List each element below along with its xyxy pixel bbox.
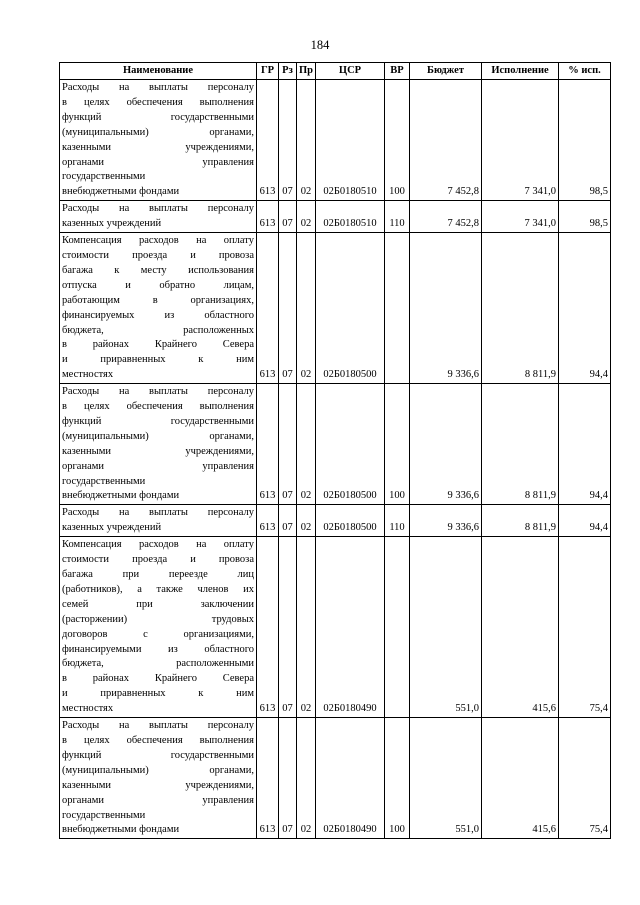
name-line: отпуска и обратно лицам, xyxy=(62,279,254,291)
table-row xyxy=(60,537,611,718)
cell-rz: 07 xyxy=(279,718,297,839)
cell-rz: 07 xyxy=(279,201,297,233)
name-line: в районах Крайнего Севера xyxy=(62,339,254,351)
table-body xyxy=(60,80,611,839)
header-pr: Пр xyxy=(297,63,316,80)
name-line: (муниципальными) органами, xyxy=(62,430,254,442)
name-line: Расходы на выплаты персоналу xyxy=(62,386,254,398)
name-line: стоимости проезда и провоза xyxy=(62,249,254,261)
cell-vr: 100 xyxy=(385,384,410,505)
header-row xyxy=(60,63,611,80)
cell-pct: 75,4 xyxy=(559,537,611,718)
row-name xyxy=(60,718,257,839)
cell-csr: 02Б0180510 xyxy=(316,80,385,201)
cell-budget: 7 452,8 xyxy=(410,80,482,201)
cell-pct: 75,4 xyxy=(559,718,611,839)
name-line: казенными учреждениями, xyxy=(62,445,254,457)
name-line: Расходы на выплаты персоналу xyxy=(62,82,254,93)
row-name xyxy=(60,201,257,233)
cell-rz: 07 xyxy=(279,505,297,537)
name-line: Расходы на выплаты персоналу xyxy=(62,203,254,215)
cell-vr: 110 xyxy=(385,505,410,537)
name-line: стоимости проезда и провоза xyxy=(62,554,254,566)
cell-gr: 613 xyxy=(257,80,279,201)
name-line: (работников), а также членов их xyxy=(62,583,254,595)
name-line: в районах Крайнего Севера xyxy=(62,673,254,685)
name-line: багажа при переезде лиц xyxy=(62,569,254,580)
cell-budget: 9 336,6 xyxy=(410,233,482,384)
name-line: (муниципальными) органами, xyxy=(62,126,254,138)
name-line: финансируемыми из областного xyxy=(62,643,254,655)
name-line: государственными xyxy=(62,171,146,183)
cell-pct: 98,5 xyxy=(559,80,611,201)
cell-gr: 613 xyxy=(257,233,279,384)
cell-execution: 7 341,0 xyxy=(482,201,559,233)
row-name xyxy=(60,505,257,537)
name-line: бюджета, расположенных xyxy=(62,324,254,336)
row-name xyxy=(60,537,257,718)
cell-pct: 94,4 xyxy=(559,505,611,537)
cell-vr xyxy=(385,233,410,384)
name-line: функций государственными xyxy=(62,111,254,123)
name-line: договоров с организациями, xyxy=(62,628,254,640)
cell-vr: 100 xyxy=(385,718,410,839)
name-line: бюджета, расположенными xyxy=(62,658,254,670)
row-name xyxy=(60,384,257,505)
name-line: Расходы на выплаты персоналу xyxy=(62,507,254,519)
cell-budget: 7 452,8 xyxy=(410,201,482,233)
cell-csr: 02Б0180490 xyxy=(316,537,385,718)
name-line: казенных учреждений xyxy=(62,218,162,230)
header-gr: ГР xyxy=(257,63,279,80)
cell-execution: 8 811,9 xyxy=(482,384,559,505)
name-line: и приравненных к ним xyxy=(62,354,254,366)
cell-pr: 02 xyxy=(297,233,316,384)
name-line: и приравненных к ним xyxy=(62,688,254,700)
cell-pct: 94,4 xyxy=(559,233,611,384)
table-row xyxy=(60,505,611,537)
cell-gr: 613 xyxy=(257,718,279,839)
cell-pr: 02 xyxy=(297,201,316,233)
name-line: багажа к месту использования xyxy=(62,264,254,276)
name-line: Компенсация расходов на оплату xyxy=(62,235,254,247)
name-line: государственными xyxy=(62,809,146,821)
name-line: финансируемых из областного xyxy=(62,309,254,321)
cell-execution: 7 341,0 xyxy=(482,80,559,201)
table-row xyxy=(60,384,611,505)
name-line: Компенсация расходов на оплату xyxy=(62,539,254,551)
cell-execution: 415,6 xyxy=(482,537,559,718)
name-line: внебюджетными фондами xyxy=(62,490,180,502)
name-line: казенными учреждениями, xyxy=(62,141,254,153)
cell-budget: 551,0 xyxy=(410,537,482,718)
cell-csr: 02Б0180500 xyxy=(316,233,385,384)
name-line: в целях обеспечения выполнения xyxy=(62,96,254,108)
name-line: семей при заключении xyxy=(62,598,254,610)
cell-rz: 07 xyxy=(279,233,297,384)
name-line: органами управления xyxy=(62,156,254,168)
name-line: местностях xyxy=(62,369,114,381)
header-csr: ЦСР xyxy=(316,63,385,80)
cell-vr: 100 xyxy=(385,80,410,201)
cell-pr: 02 xyxy=(297,505,316,537)
name-line: казенных учреждений xyxy=(62,522,162,534)
header-rz: Рз xyxy=(279,63,297,80)
cell-pct: 98,5 xyxy=(559,201,611,233)
cell-gr: 613 xyxy=(257,384,279,505)
cell-rz: 07 xyxy=(279,80,297,201)
name-line: функций государственными xyxy=(62,749,254,761)
name-line: работающим в организациях, xyxy=(62,294,254,306)
cell-pr: 02 xyxy=(297,537,316,718)
name-line: функций государственными xyxy=(62,415,254,427)
cell-csr: 02Б0180490 xyxy=(316,718,385,839)
cell-rz: 07 xyxy=(279,384,297,505)
row-name xyxy=(60,233,257,384)
budget-table xyxy=(59,62,611,839)
header-execution: Исполнение xyxy=(482,63,559,80)
name-line: органами управления xyxy=(62,794,254,806)
header-pct: % исп. xyxy=(559,63,611,80)
cell-gr: 613 xyxy=(257,537,279,718)
cell-csr: 02Б0180500 xyxy=(316,505,385,537)
name-line: (муниципальными) органами, xyxy=(62,764,254,776)
name-line: казенными учреждениями, xyxy=(62,779,254,791)
cell-gr: 613 xyxy=(257,505,279,537)
name-line: (расторжении) трудовых xyxy=(62,613,254,625)
header-vr: ВР xyxy=(385,63,410,80)
cell-csr: 02Б0180510 xyxy=(316,201,385,233)
name-line: государственными xyxy=(62,475,146,487)
cell-budget: 9 336,6 xyxy=(410,384,482,505)
cell-execution: 415,6 xyxy=(482,718,559,839)
cell-rz: 07 xyxy=(279,537,297,718)
table-row xyxy=(60,201,611,233)
cell-execution: 8 811,9 xyxy=(482,233,559,384)
name-line: в целях обеспечения выполнения xyxy=(62,401,254,413)
name-line: в целях обеспечения выполнения xyxy=(62,734,254,746)
cell-pct: 94,4 xyxy=(559,384,611,505)
name-line: внебюджетными фондами xyxy=(62,186,180,198)
table-row xyxy=(60,233,611,384)
page-number: 184 xyxy=(310,38,330,52)
table-row xyxy=(60,80,611,201)
cell-budget: 551,0 xyxy=(410,718,482,839)
cell-budget: 9 336,6 xyxy=(410,505,482,537)
name-line: Расходы на выплаты персоналу xyxy=(62,720,254,732)
cell-pr: 02 xyxy=(297,80,316,201)
cell-csr: 02Б0180500 xyxy=(316,384,385,505)
cell-execution: 8 811,9 xyxy=(482,505,559,537)
cell-gr: 613 xyxy=(257,201,279,233)
name-line: органами управления xyxy=(62,460,254,472)
name-line: местностях xyxy=(62,703,114,715)
cell-pr: 02 xyxy=(297,718,316,839)
header-budget: Бюджет xyxy=(410,63,482,80)
cell-vr: 110 xyxy=(385,201,410,233)
header-name: Наименование xyxy=(60,63,257,80)
cell-pr: 02 xyxy=(297,384,316,505)
row-name xyxy=(60,80,257,201)
cell-vr xyxy=(385,537,410,718)
name-line: внебюджетными фондами xyxy=(62,824,180,836)
table-row xyxy=(60,718,611,839)
